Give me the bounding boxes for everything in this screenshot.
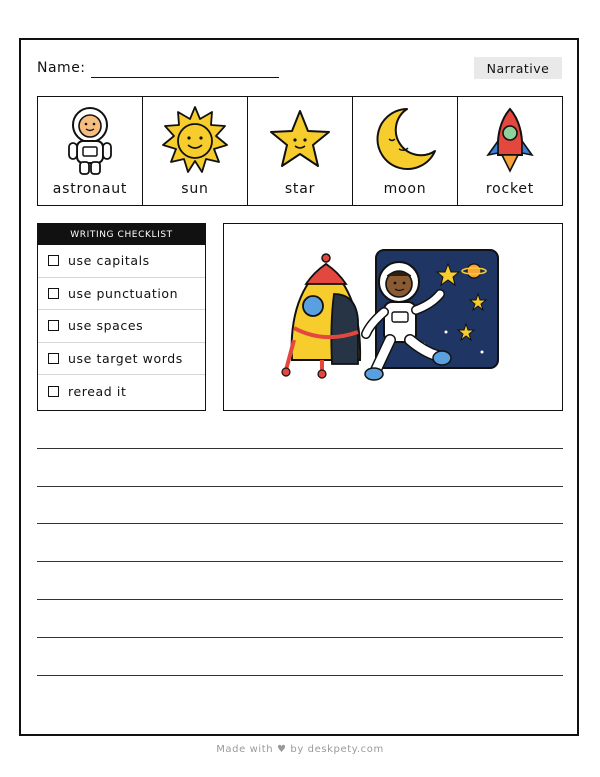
word-card-moon — [353, 97, 458, 205]
word-card-astronaut — [38, 97, 143, 205]
writing-line[interactable] — [37, 675, 563, 676]
checklist-item-label: use spaces — [68, 318, 144, 334]
word-label: astronaut — [52, 181, 128, 197]
star-icon — [262, 103, 338, 179]
word-label: rocket — [485, 181, 535, 197]
moon-icon — [367, 103, 443, 179]
checkbox[interactable] — [48, 353, 59, 364]
writing-line[interactable] — [37, 637, 563, 638]
rocket-icon — [472, 103, 548, 179]
checkbox[interactable] — [48, 255, 59, 266]
checklist-item[interactable] — [38, 245, 205, 278]
checkbox[interactable] — [48, 288, 59, 299]
checklist-item-label: reread it — [68, 384, 127, 400]
story-picture — [223, 223, 563, 411]
checklist-item-label: use punctuation — [68, 285, 179, 301]
sun-icon — [157, 103, 233, 179]
writing-line[interactable] — [37, 523, 563, 524]
footer-site: by deskpety.com — [290, 744, 384, 755]
writing-checklist — [37, 223, 206, 411]
heart-icon: ♥ — [277, 744, 287, 755]
checklist-item[interactable] — [38, 343, 205, 376]
astronaut-rocket-illustration — [224, 224, 560, 408]
writing-line[interactable] — [37, 561, 563, 562]
footer-credit — [0, 744, 600, 755]
checklist-item[interactable] — [38, 278, 205, 311]
genre-badge: Narrative — [474, 57, 562, 79]
name-label: Name: — [37, 60, 86, 76]
checklist-title: WRITING CHECKLIST — [38, 224, 205, 245]
word-label: moon — [383, 181, 427, 197]
checklist-item[interactable] — [38, 375, 205, 408]
footer-made-with: Made with — [216, 744, 274, 755]
checklist-item[interactable] — [38, 310, 205, 343]
writing-line[interactable] — [37, 486, 563, 487]
checkbox[interactable] — [48, 386, 59, 397]
writing-line[interactable] — [37, 599, 563, 600]
name-field[interactable] — [91, 77, 279, 78]
word-card-sun — [143, 97, 248, 205]
astronaut-icon — [52, 103, 128, 179]
word-label: star — [284, 181, 316, 197]
checklist-item-label: use target words — [68, 351, 183, 367]
writing-line[interactable] — [37, 448, 563, 449]
word-card-star — [248, 97, 353, 205]
word-card-rocket — [458, 97, 562, 205]
checkbox[interactable] — [48, 320, 59, 331]
word-label: sun — [181, 181, 209, 197]
worksheet — [19, 38, 579, 736]
checklist-item-label: use capitals — [68, 253, 150, 269]
word-bank — [37, 96, 563, 206]
